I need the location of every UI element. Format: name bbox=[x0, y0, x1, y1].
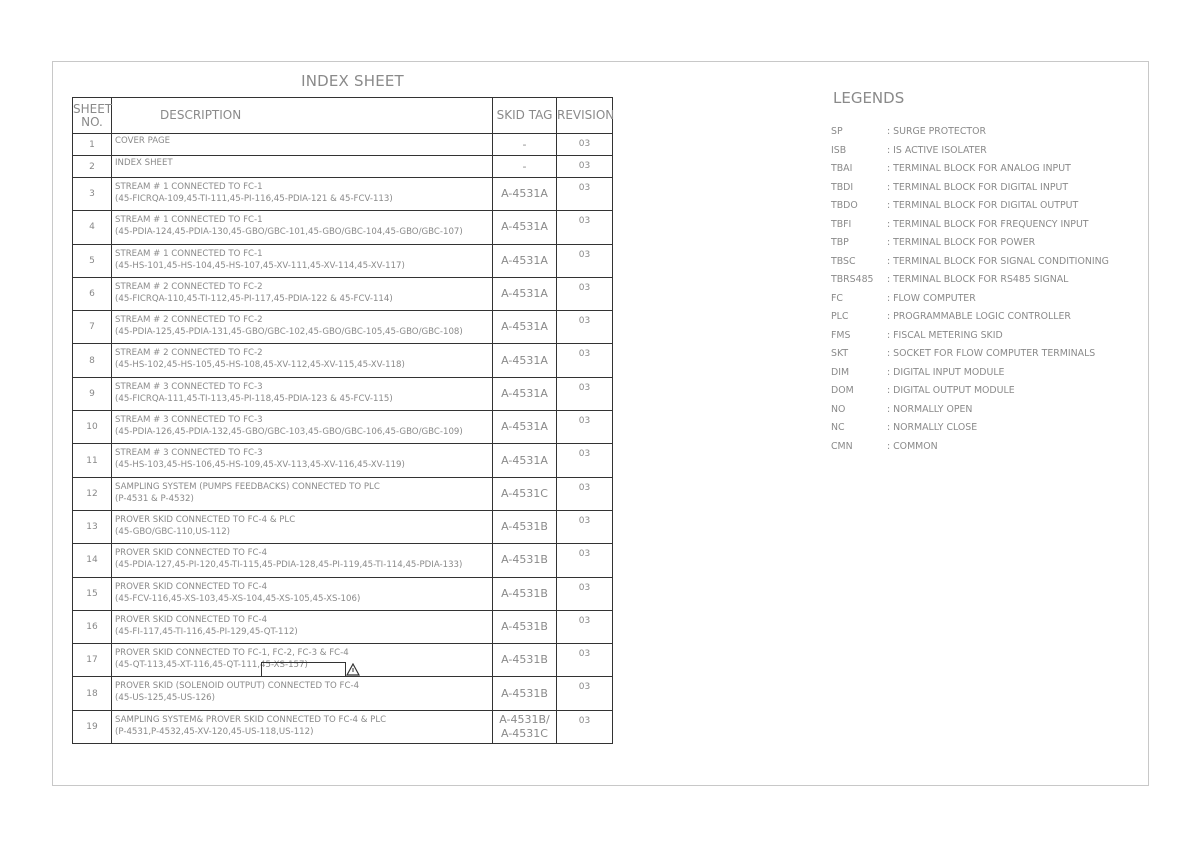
description-line-2: (45-FICRQA-111,45-TI-113,45-PI-118,45-PDIA-123 & 45-FCV-115) bbox=[115, 393, 393, 404]
index-sheet-title: INDEX SHEET bbox=[301, 72, 404, 90]
revision-number: 03 bbox=[557, 477, 613, 510]
skid-tag-line-1: A-4531B bbox=[501, 553, 548, 567]
table-row bbox=[73, 610, 613, 643]
skid-tag bbox=[493, 377, 557, 410]
legend-definition: : TERMINAL BLOCK FOR FREQUENCY INPUT bbox=[887, 218, 1089, 230]
legend-definition: : PROGRAMMABLE LOGIC CONTROLLER bbox=[887, 311, 1071, 322]
skid-tag bbox=[493, 277, 557, 310]
sheet-description bbox=[112, 277, 493, 310]
table-row bbox=[73, 277, 613, 310]
table-row bbox=[73, 156, 613, 178]
legend-abbreviation: FC bbox=[831, 292, 843, 304]
table-row bbox=[73, 577, 613, 610]
description-line-2: (45-HS-102,45-HS-105,45-HS-108,45-XV-112,45-XV-115,45-XV-118) bbox=[115, 360, 405, 371]
sheet-description bbox=[112, 677, 493, 710]
revision-number: 03 bbox=[557, 544, 613, 577]
skid-tag-line-1: A-4531B bbox=[501, 653, 548, 667]
header-description: DESCRIPTION bbox=[112, 98, 493, 134]
skid-tag bbox=[493, 411, 557, 444]
description-line-1: PROVER SKID CONNECTED TO FC-4 & PLC bbox=[115, 514, 296, 525]
legend-abbreviation: SP bbox=[831, 126, 843, 137]
table-row bbox=[73, 710, 613, 743]
skid-tag-line-1: A-4531B bbox=[501, 686, 548, 700]
skid-tag bbox=[493, 710, 557, 743]
skid-tag-line-1: A-4531A bbox=[501, 353, 548, 367]
legend-abbreviation: TBSC bbox=[831, 255, 856, 267]
description-line-1: STREAM # 1 CONNECTED TO FC-1 bbox=[115, 182, 263, 192]
skid-tag-line-1: A-4531B/ bbox=[499, 712, 550, 726]
description-line-1: COVER PAGE bbox=[115, 136, 171, 146]
description-line-2: (45-US-125,45-US-126) bbox=[115, 693, 216, 704]
description-line-1: STREAM # 3 CONNECTED TO FC-3 bbox=[115, 415, 263, 426]
revision-cloud-box bbox=[261, 662, 346, 677]
header-revision: REVISION bbox=[557, 98, 613, 134]
skid-tag-line-1: - bbox=[522, 159, 527, 173]
sheet-number: 4 bbox=[73, 211, 112, 244]
skid-tag-line-1: A-4531B bbox=[501, 520, 548, 534]
description-line-1: PROVER SKID CONNECTED TO FC-4 bbox=[115, 581, 268, 592]
sheet-number: 9 bbox=[73, 377, 112, 410]
sheet-number: 14 bbox=[73, 544, 112, 577]
legend-abbreviation: CMN bbox=[831, 440, 853, 452]
table-row bbox=[73, 677, 613, 710]
skid-tag bbox=[493, 344, 557, 377]
skid-tag-line-1: A-4531B bbox=[501, 620, 548, 633]
description-line-2: (45-FCV-116,45-XS-103,45-XS-104,45-XS-105,45-XS-106) bbox=[115, 593, 361, 604]
sheet-number: 19 bbox=[73, 710, 112, 743]
skid-tag bbox=[493, 510, 557, 543]
skid-tag bbox=[493, 610, 557, 643]
revision-number: 03 bbox=[557, 178, 613, 211]
skid-tag-line-2: A-4531C bbox=[501, 726, 548, 740]
skid-tag bbox=[493, 211, 557, 244]
sheet-description bbox=[112, 178, 493, 211]
table-row bbox=[73, 644, 613, 677]
sheet-number: 2 bbox=[73, 156, 112, 178]
sheet-number: 18 bbox=[73, 677, 112, 710]
revision-number: 03 bbox=[557, 134, 613, 156]
table-row bbox=[73, 544, 613, 577]
description-line-1: STREAM # 2 CONNECTED TO FC-2 bbox=[115, 281, 263, 292]
sheet-description bbox=[112, 577, 493, 610]
sheet-number: 13 bbox=[73, 510, 112, 543]
description-line-1: SAMPLING SYSTEM (PUMPS FEEDBACKS) CONNECTED TO PLC bbox=[115, 481, 380, 492]
revision-number: 03 bbox=[557, 344, 613, 377]
description-line-2: (45-FICRQA-110,45-TI-112,45-PI-117,45-PDIA-122 & 45-FCV-114) bbox=[115, 293, 393, 304]
skid-tag bbox=[493, 311, 557, 344]
description-line-1: STREAM # 3 CONNECTED TO FC-3 bbox=[115, 448, 263, 459]
skid-tag bbox=[493, 178, 557, 211]
sheet-description bbox=[112, 710, 493, 743]
revision-number: 03 bbox=[557, 211, 613, 244]
legend-abbreviation: TBDO bbox=[831, 200, 858, 211]
legend-abbreviation: FMS bbox=[831, 329, 851, 341]
skid-tag-line-1: - bbox=[522, 137, 527, 151]
legend-abbreviation: NC bbox=[831, 422, 845, 433]
skid-tag-line-1: A-4531A bbox=[501, 253, 548, 267]
legend-definition: : SURGE PROTECTOR bbox=[887, 126, 986, 137]
description-line-1: SAMPLING SYSTEM& PROVER SKID CONNECTED TO FC-4 & PLC bbox=[115, 714, 387, 725]
revision-number: 03 bbox=[557, 644, 613, 677]
table-row bbox=[73, 510, 613, 543]
legend-abbreviation: DOM bbox=[831, 385, 854, 396]
legend-definition: : TERMINAL BLOCK FOR ANALOG INPUT bbox=[887, 163, 1071, 174]
index-header-row bbox=[73, 98, 613, 134]
sheet-description bbox=[112, 610, 493, 643]
skid-tag-line-1: A-4531A bbox=[501, 287, 548, 301]
table-row bbox=[73, 477, 613, 510]
sheet-description bbox=[112, 211, 493, 244]
legend-abbreviation: DIM bbox=[831, 366, 850, 378]
description-line-1: PROVER SKID CONNECTED TO FC-1, FC-2, FC-3 & FC-4 bbox=[115, 648, 349, 659]
skid-tag bbox=[493, 444, 557, 477]
sheet-number: 17 bbox=[73, 644, 112, 677]
description-line-2: (45-HS-101,45-HS-104,45-HS-107,45-XV-111,45-XV-114,45-XV-117) bbox=[115, 260, 405, 271]
sheet-number: 12 bbox=[73, 477, 112, 510]
legend-definition: : TERMINAL BLOCK FOR DIGITAL OUTPUT bbox=[887, 200, 1079, 211]
header-skid-tag: SKID TAG bbox=[493, 98, 557, 134]
revision-number: 03 bbox=[557, 311, 613, 344]
skid-tag-line-1: A-4531A bbox=[501, 187, 548, 201]
legend-abbreviation: TBP bbox=[831, 237, 849, 248]
sheet-description bbox=[112, 544, 493, 577]
skid-tag-line-1: A-4531A bbox=[501, 220, 548, 234]
skid-tag-line-1: A-4531A bbox=[501, 420, 548, 434]
table-row bbox=[73, 244, 613, 277]
legend-definition: : DIGITAL INPUT MODULE bbox=[887, 366, 1005, 378]
skid-tag-line-1: A-4531C bbox=[501, 486, 548, 500]
description-line-2: (45-QT-113,45-XT-116,45-QT-111,45-XS-157) bbox=[115, 660, 308, 671]
legend-definition: : NORMALLY OPEN bbox=[887, 403, 973, 415]
skid-tag-line-1: A-4531A bbox=[501, 453, 548, 467]
skid-tag-line-1: A-4531A bbox=[501, 320, 548, 334]
table-row bbox=[73, 178, 613, 211]
legend-definition: : TERMINAL BLOCK FOR RS485 SIGNAL bbox=[887, 274, 1069, 285]
revision-number: 03 bbox=[557, 710, 613, 743]
description-line-1: STREAM # 1 CONNECTED TO FC-1 bbox=[115, 248, 263, 259]
sheet-number: 15 bbox=[73, 577, 112, 610]
sheet-number: 6 bbox=[73, 277, 112, 310]
sheet-description bbox=[112, 510, 493, 543]
sheet-description bbox=[112, 644, 493, 677]
sheet-number: 10 bbox=[73, 411, 112, 444]
legend-definition: : IS ACTIVE ISOLATER bbox=[887, 144, 987, 156]
description-line-2: (P-4531,P-4532,45-XV-120,45-US-118,US-112) bbox=[115, 726, 314, 737]
index-table-body bbox=[73, 134, 613, 744]
table-row bbox=[73, 134, 613, 156]
description-line-2: (45-PDIA-126,45-PDIA-132,45-GBO/GBC-103,45-GBO/GBC-106,45-GBO/GBC-109) bbox=[115, 427, 463, 438]
table-row bbox=[73, 311, 613, 344]
revision-number: 03 bbox=[557, 244, 613, 277]
revision-number: 03 bbox=[557, 156, 613, 178]
description-line-2: (45-PDIA-127,45-PI-120,45-TI-115,45-PDIA-128,45-PI-119,45-TI-114,45-PDIA-133) bbox=[115, 560, 463, 571]
description-line-1: STREAM # 3 CONNECTED TO FC-3 bbox=[115, 381, 263, 392]
description-line-1: STREAM # 2 CONNECTED TO FC-2 bbox=[115, 348, 263, 359]
description-line-1: PROVER SKID CONNECTED TO FC-4 bbox=[115, 614, 268, 625]
sheet-number: 3 bbox=[73, 178, 112, 211]
sheet-number: 7 bbox=[73, 311, 112, 344]
sheet-description bbox=[112, 411, 493, 444]
legend-definition: : TERMINAL BLOCK FOR DIGITAL INPUT bbox=[887, 181, 1069, 193]
revision-number: 03 bbox=[557, 411, 613, 444]
legend-definition: : TERMINAL BLOCK FOR SIGNAL CONDITIONING bbox=[887, 255, 1109, 267]
legend-definition: : FLOW COMPUTER bbox=[887, 292, 976, 304]
sheet-description bbox=[112, 344, 493, 377]
description-line-1: PROVER SKID CONNECTED TO FC-4 bbox=[115, 548, 268, 559]
revision-number: 03 bbox=[557, 610, 613, 643]
sheet-number: 5 bbox=[73, 244, 112, 277]
legend-abbreviation: TBAI bbox=[831, 163, 853, 174]
legend-definition: : FISCAL METERING SKID bbox=[887, 329, 1003, 341]
table-row bbox=[73, 411, 613, 444]
revision-number: 03 bbox=[557, 510, 613, 543]
skid-tag bbox=[493, 644, 557, 677]
legend-abbreviation: TBFI bbox=[831, 218, 852, 230]
description-line-1: STREAM # 2 CONNECTED TO FC-2 bbox=[115, 315, 263, 326]
revision-number: 03 bbox=[557, 444, 613, 477]
legend-definition: : DIGITAL OUTPUT MODULE bbox=[887, 385, 1015, 396]
legend-abbreviation: TBRS485 bbox=[831, 274, 874, 285]
sheet-description bbox=[112, 244, 493, 277]
skid-tag bbox=[493, 477, 557, 510]
legend-definition: : SOCKET FOR FLOW COMPUTER TERMINALS bbox=[887, 348, 1096, 359]
legend-definition: : TERMINAL BLOCK FOR POWER bbox=[887, 237, 1036, 248]
header-sheet-no: SHEET NO. bbox=[73, 98, 112, 134]
description-line-2: (45-FI-117,45-TI-116,45-PI-129,45-QT-112) bbox=[115, 626, 298, 637]
revision-triangle-icon bbox=[346, 663, 360, 676]
revision-number: 03 bbox=[557, 277, 613, 310]
legend-definition: : NORMALLY CLOSE bbox=[887, 422, 978, 433]
description-line-2: (P-4531 & P-4532) bbox=[115, 493, 194, 504]
table-row bbox=[73, 211, 613, 244]
skid-tag bbox=[493, 156, 557, 178]
revision-number: 03 bbox=[557, 677, 613, 710]
sheet-description bbox=[112, 156, 493, 178]
sheet-description bbox=[112, 444, 493, 477]
description-line-2: (45-PDIA-124,45-PDIA-130,45-GBO/GBC-101,45-GBO/GBC-104,45-GBO/GBC-107) bbox=[115, 227, 463, 238]
legend-abbreviation: TBDI bbox=[831, 181, 854, 193]
sheet-description bbox=[112, 477, 493, 510]
description-line-2: (45-PDIA-125,45-PDIA-131,45-GBO/GBC-102,45-GBO/GBC-105,45-GBO/GBC-108) bbox=[115, 327, 463, 338]
sheet-description bbox=[112, 134, 493, 156]
skid-tag bbox=[493, 577, 557, 610]
description-line-1: STREAM # 1 CONNECTED TO FC-1 bbox=[115, 215, 263, 226]
revision-number: 03 bbox=[557, 577, 613, 610]
skid-tag bbox=[493, 244, 557, 277]
revision-number: 03 bbox=[557, 377, 613, 410]
description-line-2: (45-GBO/GBC-110,US-112) bbox=[115, 526, 231, 537]
description-line-1: INDEX SHEET bbox=[115, 158, 173, 168]
table-row bbox=[73, 444, 613, 477]
skid-tag bbox=[493, 677, 557, 710]
table-row bbox=[73, 344, 613, 377]
legend-abbreviation: NO bbox=[831, 403, 846, 415]
legend-abbreviation: SKT bbox=[831, 348, 849, 359]
skid-tag-line-1: A-4531A bbox=[501, 386, 548, 400]
description-line-1: PROVER SKID (SOLENOID OUTPUT) CONNECTED TO FC-4 bbox=[115, 681, 360, 692]
table-row bbox=[73, 377, 613, 410]
index-table bbox=[72, 97, 613, 744]
description-line-2: (45-FICRQA-109,45-TI-111,45-PI-116,45-PDIA-121 & 45-FCV-113) bbox=[115, 194, 393, 204]
skid-tag-line-1: A-4531B bbox=[501, 586, 548, 600]
sheet-number: 16 bbox=[73, 610, 112, 643]
sheet-number: 8 bbox=[73, 344, 112, 377]
sheet-number: 11 bbox=[73, 444, 112, 477]
legend-abbreviation: ISB bbox=[831, 144, 847, 156]
legend-definition: : COMMON bbox=[887, 440, 938, 452]
sheet-description bbox=[112, 377, 493, 410]
description-line-2: (45-HS-103,45-HS-106,45-HS-109,45-XV-113,45-XV-116,45-XV-119) bbox=[115, 460, 405, 471]
sheet-description bbox=[112, 311, 493, 344]
sheet-number: 1 bbox=[73, 134, 112, 156]
legend-abbreviation: PLC bbox=[831, 311, 849, 322]
skid-tag bbox=[493, 134, 557, 156]
skid-tag bbox=[493, 544, 557, 577]
legends-title: LEGENDS bbox=[833, 89, 905, 107]
